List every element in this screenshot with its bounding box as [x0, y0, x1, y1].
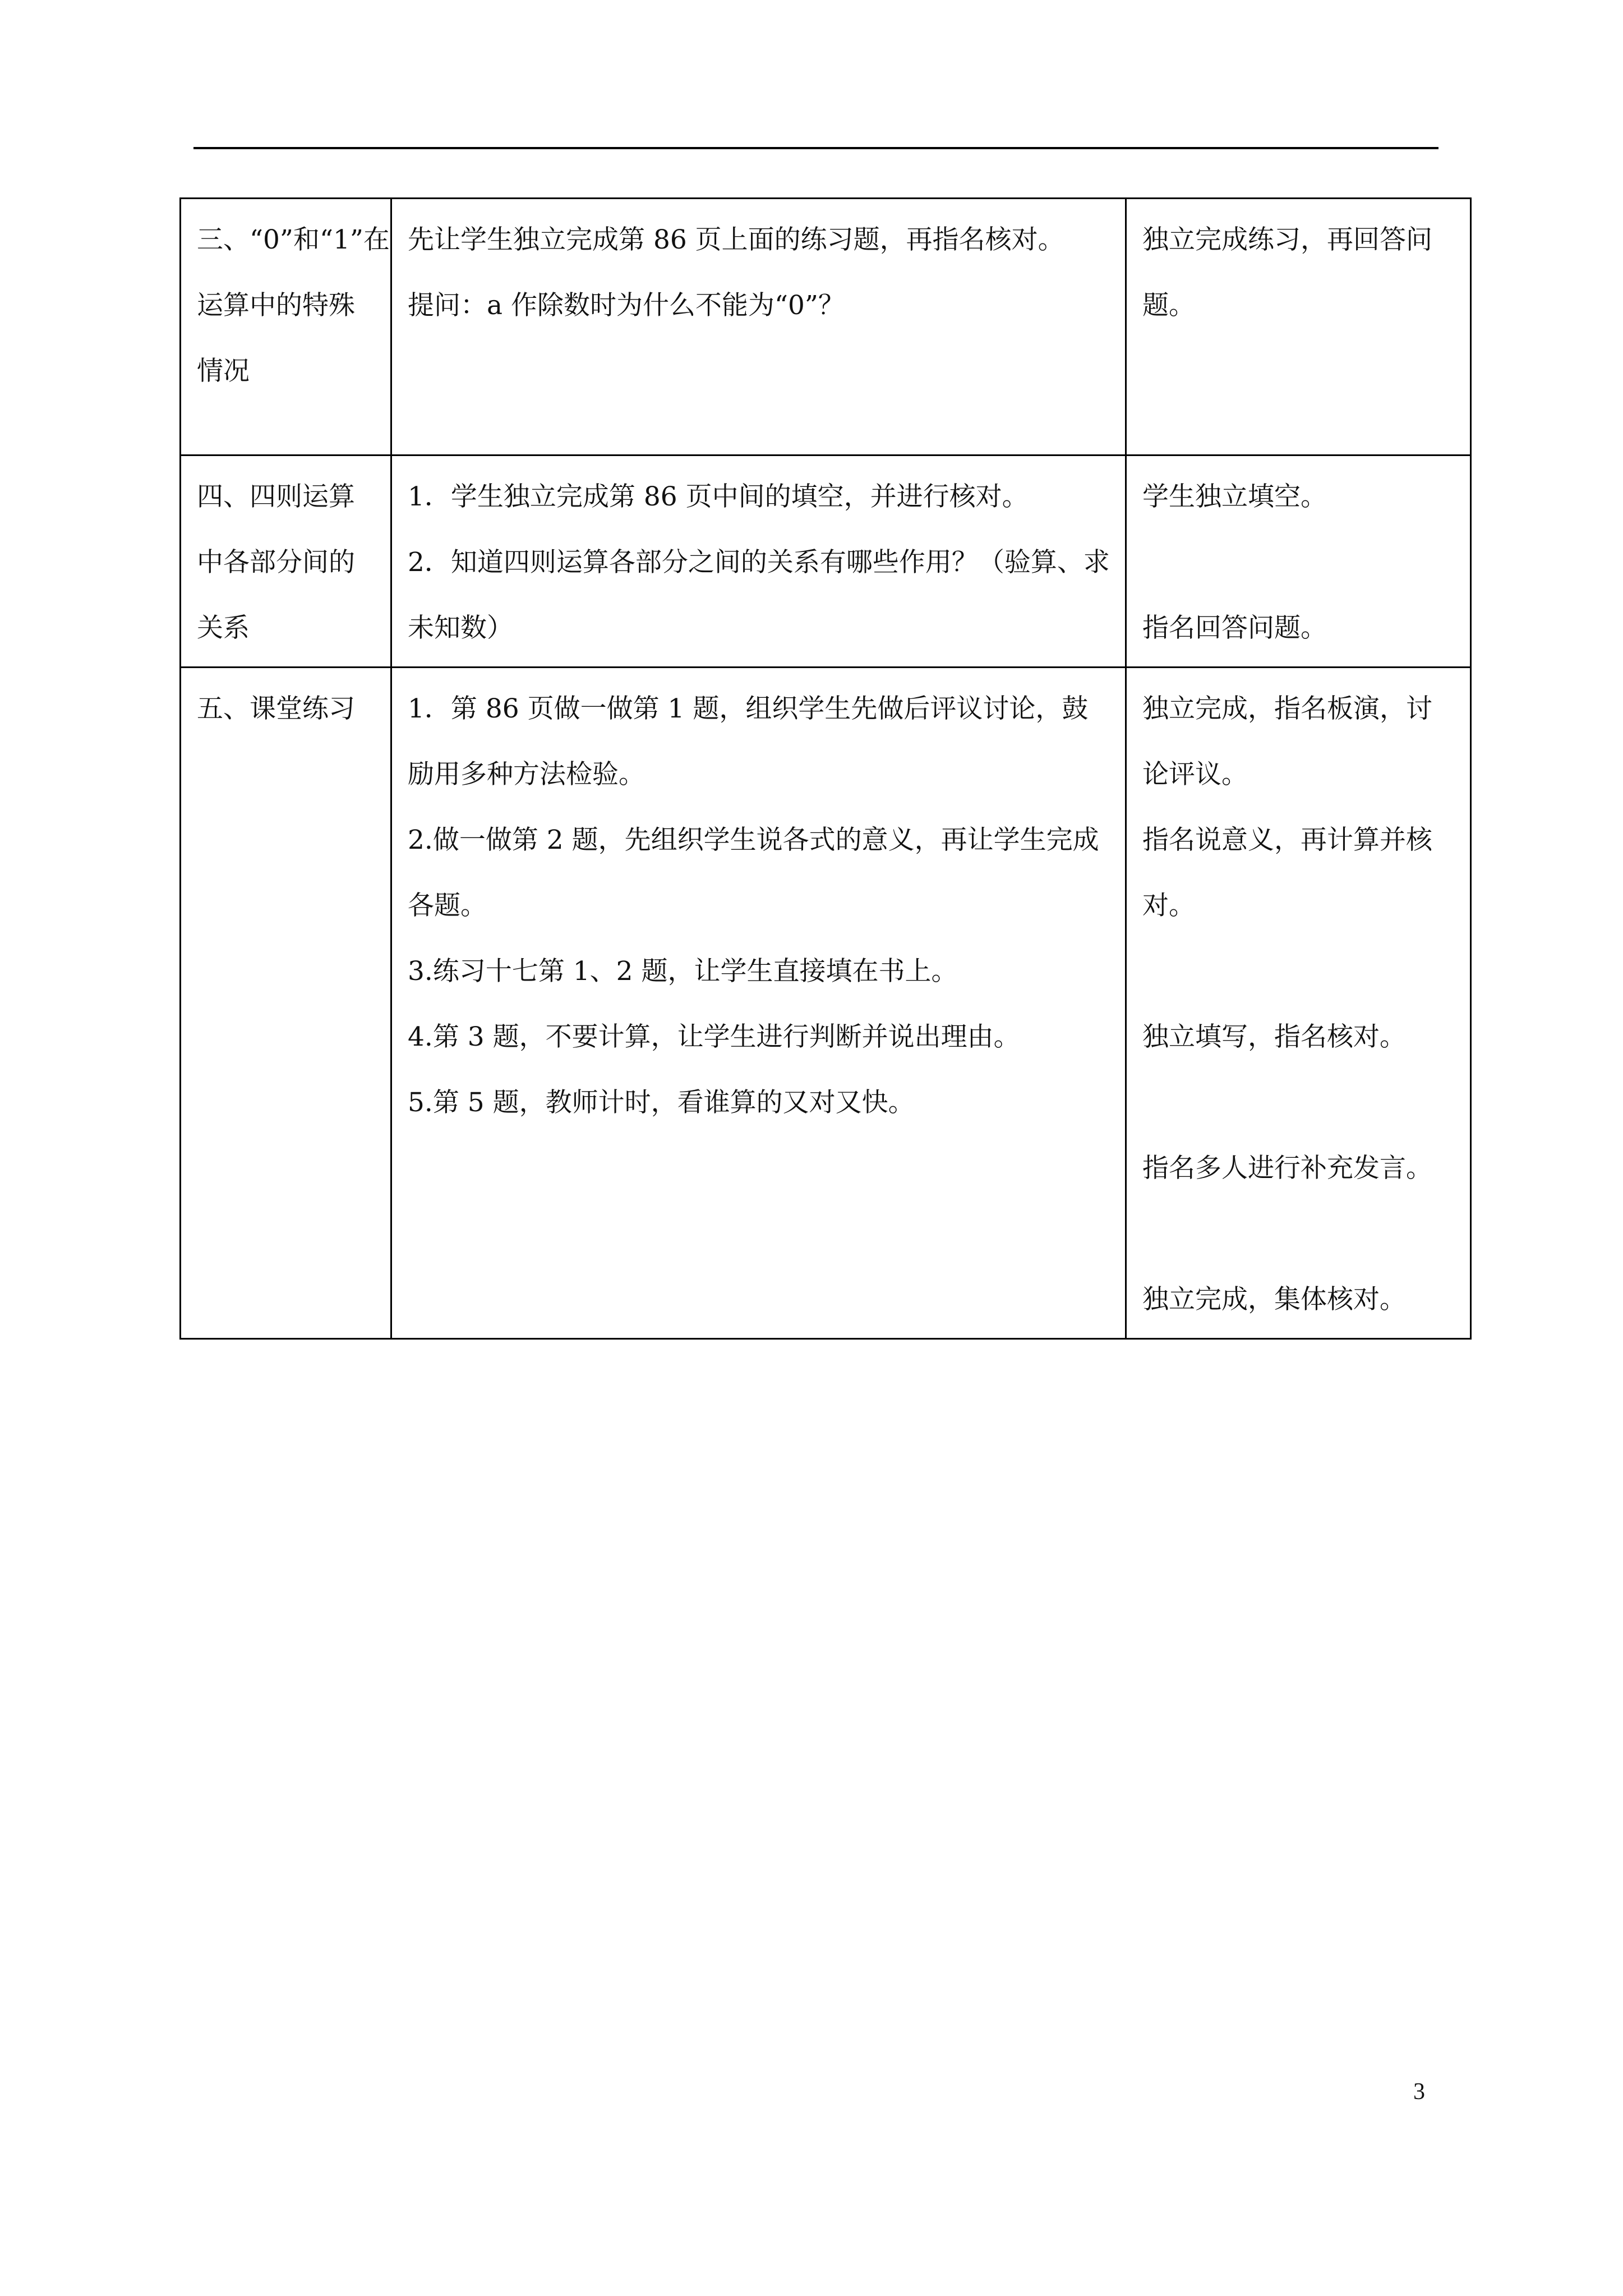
topic-text: 四、四则运算中各部分间的关系 — [197, 481, 355, 643]
header-rule — [193, 147, 1438, 149]
teacher-step: 4.第 3 题，不要计算，让学生进行判断并说出理由。 — [408, 1022, 1020, 1052]
lesson-plan-table — [179, 197, 1472, 1340]
student-step: 独立完成，集体核对。 — [1142, 1284, 1406, 1315]
spacer — [1142, 1070, 1455, 1135]
table-row — [181, 455, 1471, 668]
topic-text: 五、课堂练习 — [197, 693, 355, 724]
teacher-activity-cell — [391, 199, 1126, 455]
student-activity-cell — [1126, 199, 1471, 455]
topic-cell — [181, 455, 391, 668]
student-step: 指名说意义，再计算并核对。 — [1142, 825, 1432, 921]
teacher-step: 1．学生独立完成第 86 页中间的填空，并进行核对。 — [408, 481, 1029, 512]
spacer — [1142, 530, 1455, 595]
table-row — [181, 199, 1471, 455]
teacher-activity-cell — [391, 668, 1126, 1339]
teacher-step: 2.做一做第 2 题，先组织学生说各式的意义，再让学生完成各题。 — [408, 825, 1099, 921]
teacher-step: 3.练习十七第 1、2 题，让学生直接填在书上。 — [408, 956, 958, 987]
student-step: 学生独立填空。 — [1142, 481, 1327, 512]
spacer — [1142, 938, 1455, 1004]
table-row — [181, 668, 1471, 1339]
teacher-step: 5.第 5 题，教师计时，看谁算的又对又快。 — [408, 1087, 915, 1118]
student-step: 指名回答问题。 — [1142, 613, 1327, 643]
topic-text: 三、“0”和“1”在运算中的特殊情况 — [197, 224, 390, 386]
teacher-step: 提问：a 作除数时为什么不能为“0”？ — [408, 290, 845, 321]
teacher-step: 先让学生独立完成第 86 页上面的练习题，再指名核对。 — [408, 224, 1064, 255]
spacer — [1142, 1201, 1455, 1267]
topic-cell — [181, 668, 391, 1339]
student-step: 独立完成，指名板演，讨论评议。 — [1142, 693, 1432, 790]
student-step: 指名多人进行补充发言。 — [1142, 1153, 1432, 1184]
topic-cell — [181, 199, 391, 455]
page-number: 3 — [1413, 2079, 1425, 2105]
student-activity-cell — [1126, 455, 1471, 668]
teacher-activity-cell — [391, 455, 1126, 668]
teacher-step: 1．第 86 页做一做第 1 题，组织学生先做后评议讨论，鼓励用多种方法检验。 — [408, 693, 1089, 790]
student-step: 独立完成练习，再回答问题。 — [1142, 224, 1432, 321]
teacher-step: 2．知道四则运算各部分之间的关系有哪些作用？（验算、求未知数） — [408, 547, 1110, 643]
student-step: 独立填写，指名核对。 — [1142, 1022, 1406, 1052]
student-activity-cell — [1126, 668, 1471, 1339]
